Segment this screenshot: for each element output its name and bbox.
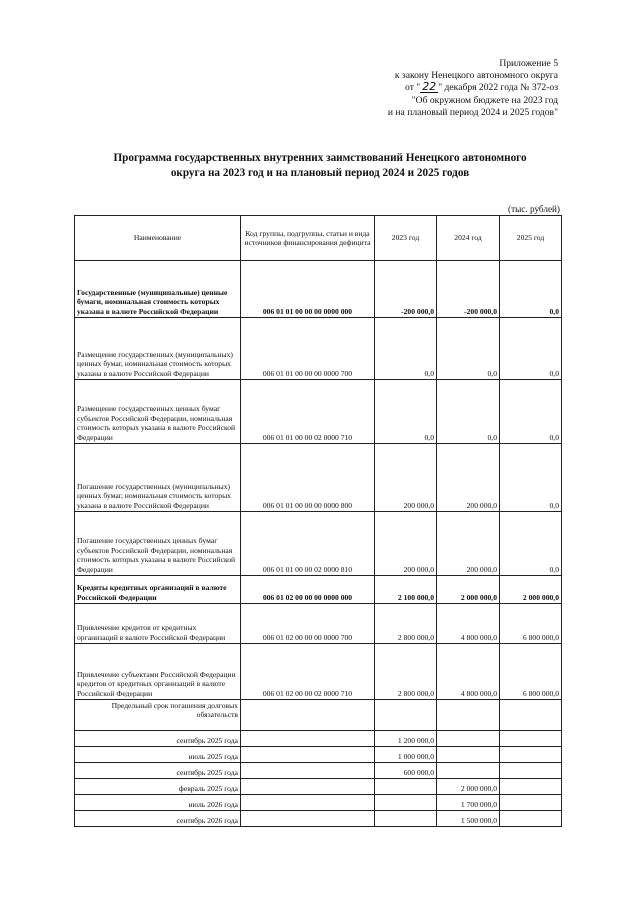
appendix-law: к закону Ненецкого автономного округа bbox=[394, 70, 558, 82]
table-row bbox=[75, 576, 562, 604]
row-2023: 200 000,0 bbox=[375, 512, 437, 576]
row-2023: 2 100 000,0 bbox=[375, 576, 437, 604]
term-2024-empty bbox=[437, 700, 500, 731]
table-row bbox=[75, 444, 562, 512]
table-row bbox=[75, 318, 562, 380]
row-code: 006 01 01 00 00 02 0000 710 bbox=[241, 380, 375, 444]
row-2023: 0,0 bbox=[375, 380, 437, 444]
term-row-code bbox=[241, 795, 375, 811]
term-row-label: сентябрь 2026 года bbox=[75, 811, 241, 827]
row-2025: 0,0 bbox=[500, 512, 562, 576]
term-row-label: июль 2026 года bbox=[75, 795, 241, 811]
term-row-code bbox=[241, 731, 375, 747]
header-2023: 2023 год bbox=[375, 216, 437, 261]
term-row-label: июль 2025 года bbox=[75, 747, 241, 763]
unit-label: (тыс. рублей) bbox=[508, 204, 560, 214]
term-row-2025 bbox=[500, 795, 562, 811]
header-name: Наименование bbox=[75, 216, 241, 261]
term-row-2025 bbox=[500, 747, 562, 763]
term-row-code bbox=[241, 763, 375, 779]
term-row bbox=[75, 763, 562, 779]
header-2025: 2025 год bbox=[500, 216, 562, 261]
term-row-2024 bbox=[437, 747, 500, 763]
row-code: 006 01 02 00 00 02 0000 710 bbox=[241, 644, 375, 700]
row-2024: 200 000,0 bbox=[437, 512, 500, 576]
appendix-law-title-1: "Об окружном бюджете на 2023 год bbox=[411, 94, 558, 106]
table-header-row bbox=[75, 216, 562, 261]
header-2024: 2024 год bbox=[437, 216, 500, 261]
row-name: Государственные (муниципальные) ценные бумаги, номинальная стоимость которых указана в валюте Российской Федерации bbox=[75, 261, 241, 318]
row-name: Погашение государственных (муниципальных) ценных бумаг, номинальная стоимость которых указана в валюте Российской Федерации bbox=[75, 444, 241, 512]
term-row-2023: 600 000,0 bbox=[375, 763, 437, 779]
term-2023-empty bbox=[375, 700, 437, 731]
appendix-date-suffix: " декабря 2022 года № 372-оз bbox=[438, 82, 558, 94]
row-name: Размещение государственных ценных бумаг субъектов Российской Федерации, номинальная стоимость которых указана в валюте Российской Федерации bbox=[75, 380, 241, 444]
row-2024: 0,0 bbox=[437, 380, 500, 444]
term-row-label: сентябрь 2025 года bbox=[75, 731, 241, 747]
term-row-2025 bbox=[500, 811, 562, 827]
term-row-label: февраль 2025 года bbox=[75, 779, 241, 795]
term-row bbox=[75, 811, 562, 827]
term-row-2023 bbox=[375, 779, 437, 795]
term-row-label: сентябрь 2025 года bbox=[75, 763, 241, 779]
term-row-2023 bbox=[375, 795, 437, 811]
row-2024: 0,0 bbox=[437, 318, 500, 380]
appendix-date-prefix: от " bbox=[405, 82, 421, 94]
document-title-line-2: округа на 2023 год и на плановый период 2024 и 2025 годов bbox=[170, 166, 470, 179]
document-title bbox=[60, 151, 580, 180]
term-row-2024: 2 000 000,0 bbox=[437, 779, 500, 795]
row-2025: 6 800 000,0 bbox=[500, 604, 562, 644]
row-2024: 2 000 000,0 bbox=[437, 576, 500, 604]
row-2023: 0,0 bbox=[375, 318, 437, 380]
table-row bbox=[75, 261, 562, 318]
handwritten-day: 22 bbox=[422, 80, 437, 94]
row-code: 006 01 01 00 00 02 0000 810 bbox=[241, 512, 375, 576]
term-row-2025 bbox=[500, 763, 562, 779]
term-row bbox=[75, 731, 562, 747]
term-row-2024 bbox=[437, 731, 500, 747]
term-row-2024: 1 700 000,0 bbox=[437, 795, 500, 811]
term-header-row bbox=[75, 700, 562, 731]
term-row-2024 bbox=[437, 763, 500, 779]
term-row-2023: 1 200 000,0 bbox=[375, 731, 437, 747]
table-row bbox=[75, 380, 562, 444]
row-code: 006 01 01 00 00 00 0000 700 bbox=[241, 318, 375, 380]
row-2024: 4 800 000,0 bbox=[437, 604, 500, 644]
borrowing-program-table bbox=[74, 215, 562, 827]
term-row-2025 bbox=[500, 779, 562, 795]
term-row-code bbox=[241, 747, 375, 763]
row-2025: 2 000 000,0 bbox=[500, 576, 562, 604]
row-2023: 2 800 000,0 bbox=[375, 644, 437, 700]
header-code: Код группы, подгруппы, статьи и вида источников финансирования дефицита bbox=[241, 216, 375, 261]
term-row bbox=[75, 795, 562, 811]
term-code-empty bbox=[241, 700, 375, 731]
row-2025: 0,0 bbox=[500, 261, 562, 318]
row-2023: -200 000,0 bbox=[375, 261, 437, 318]
row-2024: 4 800 000,0 bbox=[437, 644, 500, 700]
appendix-date bbox=[258, 82, 558, 94]
term-row-2025 bbox=[500, 731, 562, 747]
row-2024: -200 000,0 bbox=[437, 261, 500, 318]
appendix-law-title-2: и на плановый период 2024 и 2025 годов" bbox=[387, 106, 558, 118]
row-name: Кредиты кредитных организаций в валюте Российской Федерации bbox=[75, 576, 241, 604]
row-code: 006 01 02 00 00 00 0000 700 bbox=[241, 604, 375, 644]
appendix-header bbox=[258, 58, 558, 119]
row-2025: 0,0 bbox=[500, 444, 562, 512]
table-row bbox=[75, 644, 562, 700]
row-2025: 0,0 bbox=[500, 380, 562, 444]
term-row bbox=[75, 747, 562, 763]
term-row-code bbox=[241, 779, 375, 795]
row-name: Привлечение субъектами Российской Федерации кредитов от кредитных организаций в валюте Российской Федерации bbox=[75, 644, 241, 700]
appendix-number: Приложение 5 bbox=[499, 58, 558, 69]
row-2024: 200 000,0 bbox=[437, 444, 500, 512]
document-title-line-1: Программа государственных внутренних заимствований Ненецкого автономного bbox=[113, 152, 527, 164]
row-code: 006 01 01 00 00 00 0000 000 bbox=[241, 261, 375, 318]
term-row bbox=[75, 779, 562, 795]
row-2023: 200 000,0 bbox=[375, 444, 437, 512]
row-2025: 0,0 bbox=[500, 318, 562, 380]
row-2023: 2 800 000,0 bbox=[375, 604, 437, 644]
table-row bbox=[75, 604, 562, 644]
row-code: 006 01 02 00 00 00 0000 000 bbox=[241, 576, 375, 604]
table-row bbox=[75, 512, 562, 576]
row-name: Размещение государственных (муниципальных) ценных бумаг, номинальная стоимость которых указана в валюте Российской Федерации bbox=[75, 318, 241, 380]
term-row-code bbox=[241, 811, 375, 827]
row-2025: 6 800 000,0 bbox=[500, 644, 562, 700]
term-2025-empty bbox=[500, 700, 562, 731]
row-name: Привлечение кредитов от кредитных организаций в валюте Российской Федерации bbox=[75, 604, 241, 644]
term-row-2023 bbox=[375, 811, 437, 827]
row-name: Погашение государственных ценных бумаг субъектов Российской Федерации, номинальная стоимость которых указана в валюте Российской Федерации bbox=[75, 512, 241, 576]
term-label: Предельный срок погашения долговых обязательств bbox=[75, 700, 241, 731]
term-row-2024: 1 500 000,0 bbox=[437, 811, 500, 827]
term-row-2023: 1 000 000,0 bbox=[375, 747, 437, 763]
row-code: 006 01 01 00 00 00 0000 800 bbox=[241, 444, 375, 512]
